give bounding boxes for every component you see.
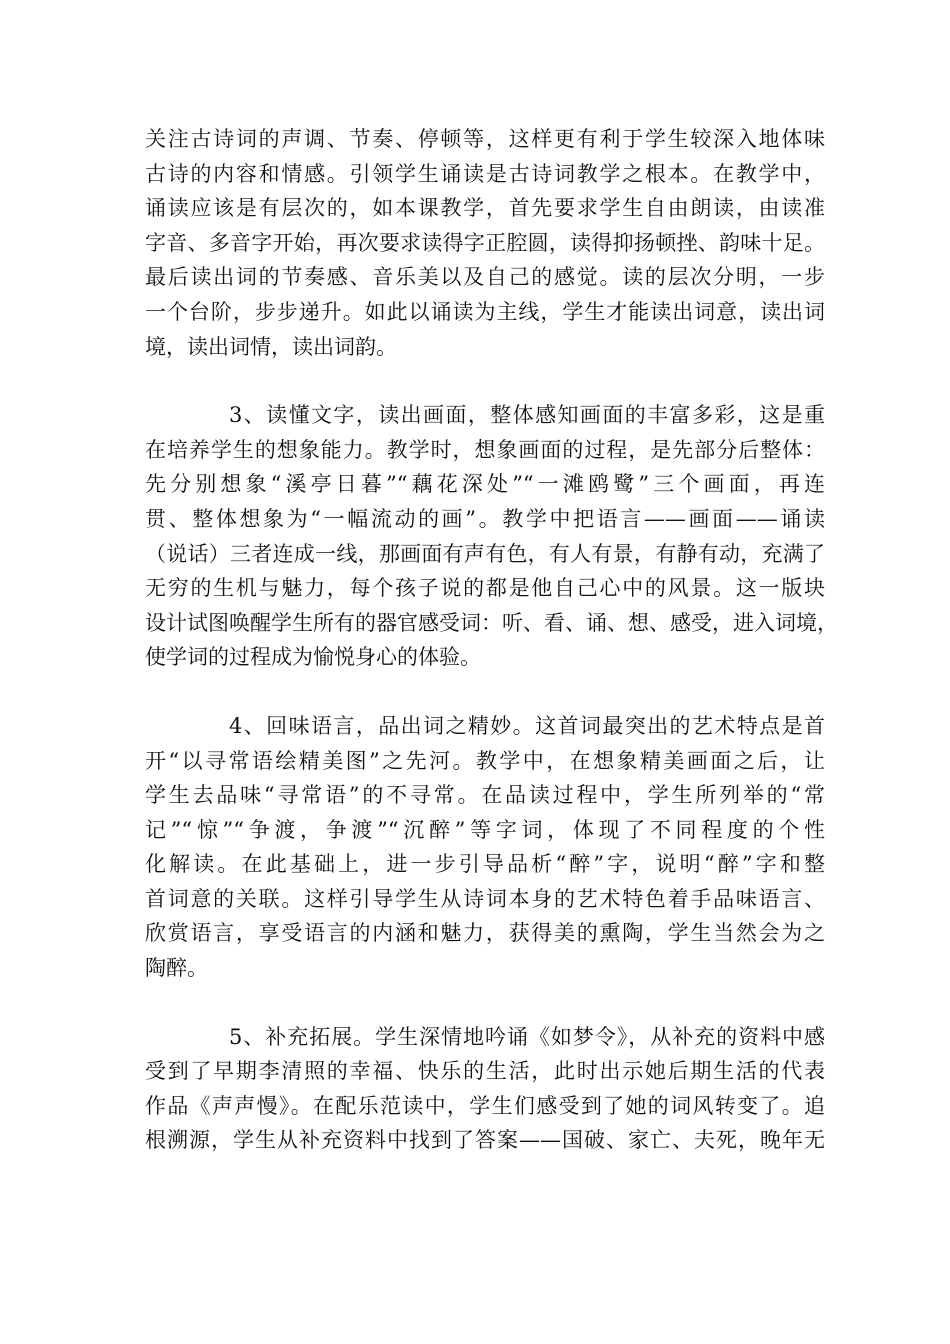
text-line: 欣赏语言，享受语言的内涵和魅力，获得美的熏陶，学生当然会为之 <box>145 921 825 946</box>
paragraph-section-3 <box>145 398 838 675</box>
text-line: 最后读出词的节奏感、音乐美以及自己的感觉。读的层次分明，一步 <box>145 265 825 290</box>
text-line: 记”“惊”“争渡，争渡”“沉醉”等字词，体现了不同程度的个性 <box>145 817 825 842</box>
text-line: 根溯源，学生从补充资料中找到了答案——国破、家亡、夫死，晚年无 <box>145 1128 825 1153</box>
text-line: 境，读出词情，读出词韵。 <box>145 334 397 359</box>
paragraph-spacer <box>145 986 825 1020</box>
text-line: 诵读应该是有层次的，如本课教学，首先要求学生自由朗读，由读准 <box>145 196 825 221</box>
text-line: 4、回味语言，品出词之精妙。这首词最突出的艺术特点是首 <box>229 713 825 738</box>
text-line: 作品《声声慢》。在配乐范读中，学生们感受到了她的词风转变了。追 <box>145 1093 825 1118</box>
text-line: 一个台阶，步步递升。如此以诵读为主线，学生才能读出词意，读出词 <box>145 299 825 324</box>
text-line: 3、读懂文字，读出画面，整体感知画面的丰富多彩，这是重 <box>229 403 825 428</box>
text-line: 无穷的生机与魅力，每个孩子说的都是他自己心中的风景。这一版块 <box>145 576 825 601</box>
text-line: 陶醉。 <box>145 956 208 981</box>
text-line: 开“以寻常语绘精美图”之先河。教学中，在想象精美画面之后，让 <box>145 748 825 773</box>
paragraph-section-4 <box>145 709 825 986</box>
paragraph-spacer <box>145 675 825 709</box>
paragraph-section-5 <box>145 1020 825 1158</box>
text-line: 化解读。在此基础上，进一步引导品析“醉”字，说明“醉”字和整 <box>145 852 825 877</box>
text-line: 设计试图唤醒学生所有的器官感受词：听、看、诵、想、感受，进入词境， <box>145 610 838 635</box>
document-body <box>145 122 838 1158</box>
paragraph-recitation <box>145 122 825 364</box>
text-line: 贯、整体想象为“一幅流动的画”。教学中把语言——画面——诵读 <box>145 506 825 531</box>
text-line: 古诗的内容和情感。引领学生诵读是古诗词教学之根本。在教学中， <box>145 161 825 186</box>
text-line: 学生去品味“寻常语”的不寻常。在品读过程中，学生所列举的“常 <box>145 783 825 808</box>
paragraph-spacer <box>145 364 825 398</box>
text-line: 受到了早期李清照的幸福、快乐的生活，此时出示她后期生活的代表 <box>145 1059 825 1084</box>
text-line: 先分别想象“溪亭日暮”“藕花深处”“一滩鸥鹭”三个画面，再连 <box>145 472 825 497</box>
text-line: 字音、多音字开始，再次要求读得字正腔圆，读得抑扬顿挫、韵味十足。 <box>145 230 825 255</box>
text-line: （说话）三者连成一线，那画面有声有色，有人有景，有静有动，充满了 <box>145 541 825 566</box>
text-line: 5、补充拓展。学生深情地吟诵《如梦令》，从补充的资料中感 <box>229 1024 825 1049</box>
text-line: 在培养学生的想象能力。教学时，想象画面的过程，是先部分后整体： <box>145 437 825 462</box>
text-line: 使学词的过程成为愉悦身心的体验。 <box>145 645 481 670</box>
text-line: 关注古诗词的声调、节奏、停顿等，这样更有利于学生较深入地体味 <box>145 127 825 151</box>
text-line: 首词意的关联。这样引导学生从诗词本身的艺术特色着手品味语言、 <box>145 886 825 911</box>
